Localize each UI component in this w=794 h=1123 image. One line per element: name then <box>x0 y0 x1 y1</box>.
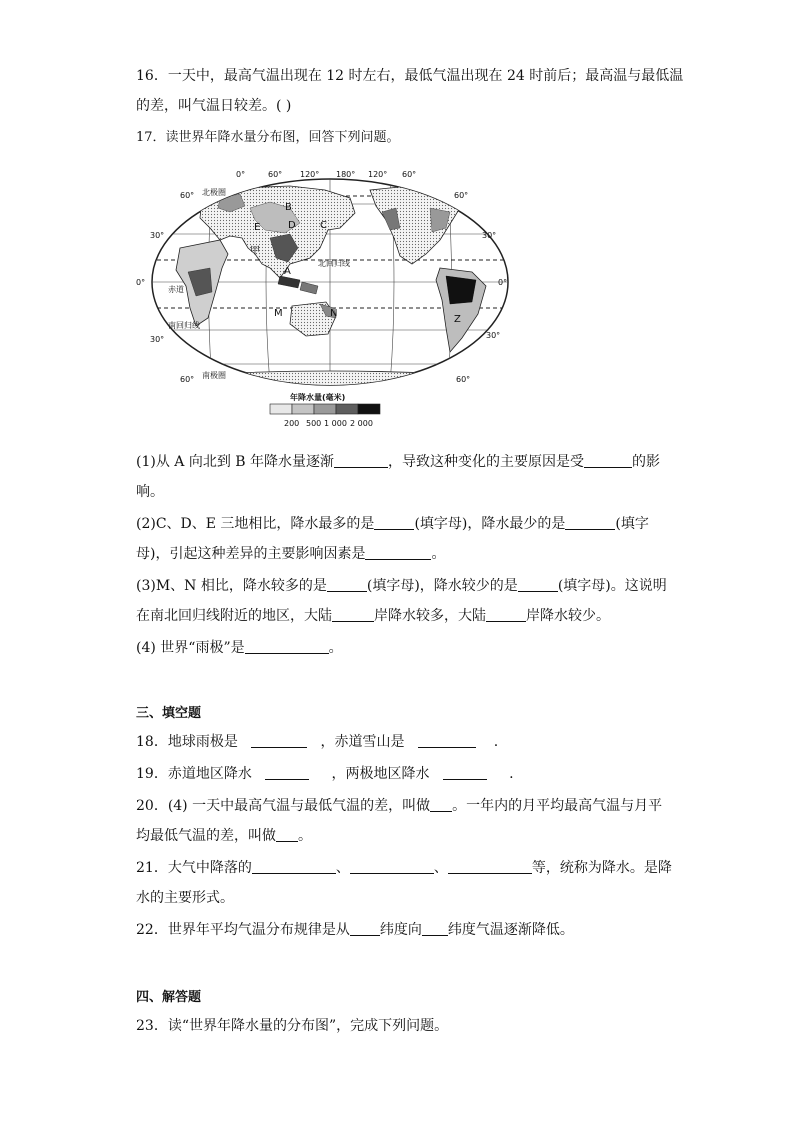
region-letter-m: M <box>274 308 283 319</box>
q17-part4: (4) 世界“雨极”是 。 <box>136 640 343 656</box>
antarctic-circle-label: 南极圈 <box>202 371 226 380</box>
lat-label-right: 60° <box>456 375 471 384</box>
lat-label-left: 30° <box>150 335 165 344</box>
lat-label-right: 30° <box>486 331 501 340</box>
q17-part1-cont: 响。 <box>136 484 164 500</box>
answer-blank[interactable] <box>584 453 632 468</box>
lon-label: 60° <box>268 170 283 179</box>
lat-label-right: 30° <box>482 231 497 240</box>
region-letter-a: A <box>284 266 291 277</box>
answer-blank[interactable] <box>350 859 434 874</box>
region-letter-z: Z <box>454 314 461 325</box>
q17-part2-cont: 母)，引起这种差异的主要影响因素是 。 <box>136 546 446 562</box>
legend-title: 年降水量(毫米) <box>290 393 346 402</box>
answer-blank[interactable] <box>422 921 448 936</box>
north-tropic-label: 北回归线 <box>318 259 350 268</box>
region-letter-c: C <box>320 220 327 231</box>
lat-label-left: 0° <box>136 278 146 287</box>
lat-label-left: 60° <box>180 375 195 384</box>
q17-part3-cont: 在南北回归线附近的地区，大陆 岸降水较多，大陆 岸降水较少。 <box>136 608 610 624</box>
q21-cont: 水的主要形式。 <box>136 890 234 906</box>
world-precipitation-map <box>136 168 510 430</box>
legend-value: 200 <box>284 419 300 428</box>
arctic-circle-label: 北极圈 <box>202 188 226 197</box>
answer-blank[interactable] <box>518 577 558 592</box>
region-letter-e: E <box>254 222 261 233</box>
lat-label-left: 60° <box>180 191 195 200</box>
answer-blank[interactable] <box>365 545 431 560</box>
q21: 21．大气中降落的 、 、 等，统称为降水。是降 <box>136 860 672 876</box>
answer-blank[interactable] <box>334 453 388 468</box>
q17-part2: (2)C、D、E 三地相比，降水最多的是 (填字母)，降水最少的是 (填字 <box>136 516 649 532</box>
section-4-title: 四、解答题 <box>136 990 202 1005</box>
answer-blank[interactable] <box>448 859 532 874</box>
answer-blank[interactable] <box>565 515 615 530</box>
answer-blank[interactable] <box>443 765 487 780</box>
answer-blank[interactable] <box>350 921 380 936</box>
lat-label-right: 0° <box>498 278 508 287</box>
q22: 22．世界年平均气温分布规律是从 纬度向 纬度气温逐渐降低。 <box>136 922 574 938</box>
legend-value: 2 000 <box>350 419 373 428</box>
answer-blank[interactable] <box>276 827 298 842</box>
answer-blank[interactable] <box>418 733 476 748</box>
legend-value: 1 000 <box>324 419 347 428</box>
lon-label: 120° <box>300 170 320 179</box>
answer-blank[interactable] <box>265 765 309 780</box>
region-letter-b: B <box>285 202 292 213</box>
answer-blank[interactable] <box>332 607 374 622</box>
lat-label-left: 30° <box>150 231 165 240</box>
lat-label-right: 60° <box>454 191 469 200</box>
answer-blank[interactable] <box>486 607 526 622</box>
answer-blank[interactable] <box>327 577 367 592</box>
q17-part1: (1)从 A 向北到 B 年降水量逐渐 ，导致这种变化的主要原因是受 的影 <box>136 454 661 470</box>
answer-blank[interactable] <box>251 733 307 748</box>
answer-blank[interactable] <box>252 859 336 874</box>
q16-line2: 的差，叫气温日较差。( ) <box>136 98 292 114</box>
q19: 19．赤道地区降水 ，两极地区降水 . <box>136 766 514 782</box>
q20: 20．(4) 一天中最高气温与最低气温的差，叫做 。一年内的月平均最高气温与月平 <box>136 798 663 814</box>
legend-value: 500 <box>306 419 322 428</box>
equator-label: 赤道 <box>168 285 184 294</box>
lon-label: 180° <box>336 170 356 179</box>
q18: 18．地球雨极是 ，赤道雪山是 . <box>136 734 499 750</box>
answer-blank[interactable] <box>430 797 452 812</box>
south-tropic-label: 南回归线 <box>168 321 200 330</box>
q16-line1: 16．一天中，最高气温出现在 12 时左右，最低气温出现在 24 时前后；最高温与最低温 <box>136 68 684 84</box>
region-label-jia: 甲 <box>250 246 260 257</box>
answer-blank[interactable] <box>245 639 329 654</box>
lon-label: 60° <box>402 170 417 179</box>
region-letter-n: N <box>330 308 338 319</box>
section-3-title: 三、填空题 <box>136 706 202 721</box>
q17-intro: 17．读世界年降水量分布图，回答下列问题。 <box>136 130 400 145</box>
region-letter-d: D <box>288 220 296 231</box>
q23: 23．读“世界年降水量的分布图”，完成下列问题。 <box>136 1018 449 1034</box>
legend-swatches <box>270 404 380 414</box>
q20-cont: 均最低气温的差，叫做 。 <box>136 828 312 844</box>
answer-blank[interactable] <box>374 515 414 530</box>
q17-part3: (3)M、N 相比，降水较多的是 (填字母)，降水较少的是 (填字母)。这说明 <box>136 578 667 594</box>
lon-label: 120° <box>368 170 388 179</box>
lon-label: 0° <box>236 170 246 179</box>
